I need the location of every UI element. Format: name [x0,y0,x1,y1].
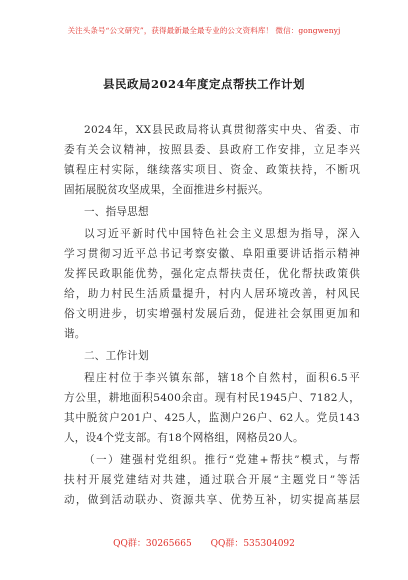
paragraph-line: 扶村开展党建结对共建，通过联合开展“主题党日”等活 [64,474,360,486]
section-heading: 二、工作计划 [84,350,149,362]
footer-qq-group-1: QQ群：30265665 [113,539,192,549]
paragraph-line: 人，设4个党支部。有18个网格组，网格员20人。 [64,432,304,444]
paragraph-line: 谐。 [64,328,86,340]
paragraph-line: 委有关会议精神，按照县委、县政府工作安排，立足李兴 [64,144,360,156]
footer-contact [0,536,408,549]
paragraph-line: 镇程庄村实际，继续落实项目、资金、政策扶持，不断巩 [64,164,360,176]
paragraph-line: （一）建强村党组织。推行“党建+帮扶”模式，与帮 [84,454,360,466]
header-promo-note: 关注头条号“公文研究”，获得最新最全最专业的公文资料库！ 微信：gongwenyj [67,26,341,35]
paragraph-line: 学习贯彻习近平总书记考察安徽、阜阳重要讲话指示精神 [64,248,360,260]
document-title: 县民政局2024年度定点帮扶工作计划 [102,77,305,91]
paragraph-line: 程庄村位于李兴镇东部，辖18个自然村，面积6.5平 [84,372,360,384]
paragraph-line: 2024年，XX县民政局将认真贯彻落实中央、省委、市 [84,124,360,136]
section-heading: 一、指导思想 [84,206,149,218]
paragraph-line: 给，助力村民生活质量提升，村内人居环境改善，村风民 [64,288,360,300]
footer-qq-group-2: QQ群：535304092 [210,539,295,549]
paragraph-line: 方公里，耕地面积5400余亩。现有村民1945户、7182人， [64,392,360,404]
paragraph-line: 固拓展脱贫攻坚成果，全面推进乡村振兴。 [64,184,270,196]
paragraph-line: 动，做到活动联办、资源共享、优势互补，切实提高基层 [64,494,360,506]
paragraph-line: 俗文明进步，切实增强村发展后劲，促进社会氛围更加和 [64,308,360,320]
paragraph-line: 以习近平新时代中国特色社会主义思想为指导，深入 [84,228,360,240]
paragraph-line: 发挥民政职能优势，强化定点帮扶责任，优化帮扶政策供 [64,268,360,280]
paragraph-line: 其中脱贫户201户、425人，监测户26户、62人。党员143 [64,412,360,424]
